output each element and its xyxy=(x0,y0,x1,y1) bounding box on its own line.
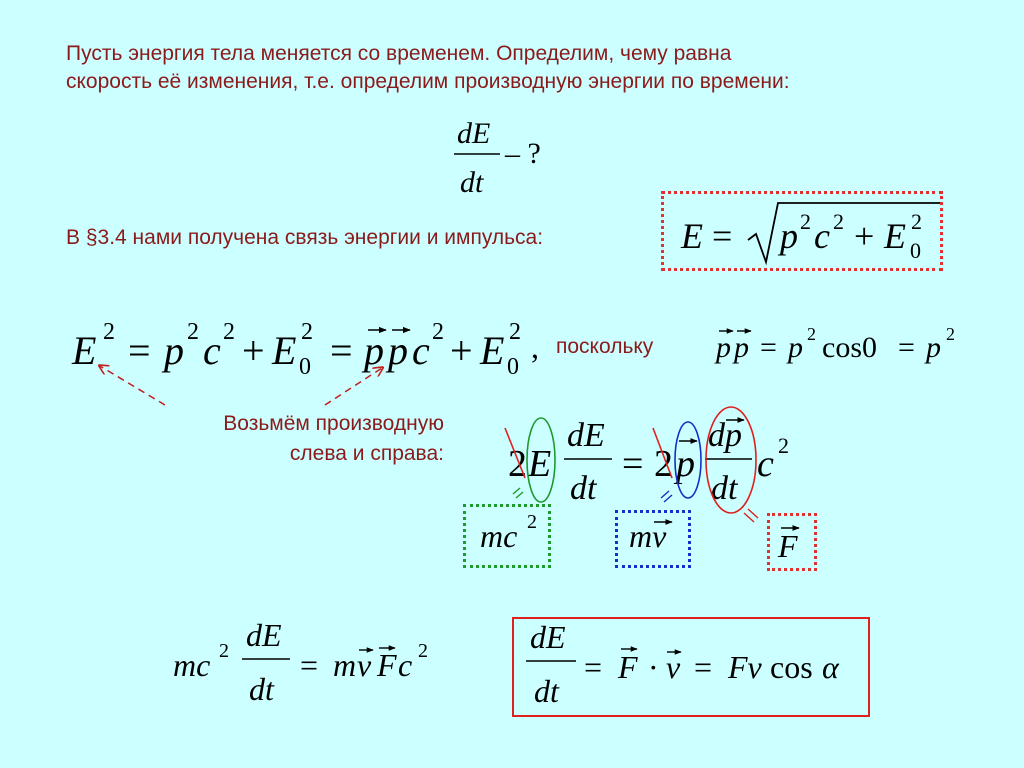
svg-text:c: c xyxy=(757,443,774,485)
svg-text:2: 2 xyxy=(807,324,816,344)
svg-text:=: = xyxy=(584,649,603,685)
derivative-note-line-1: Возьмём производную xyxy=(223,412,444,435)
svg-text:2: 2 xyxy=(509,319,521,345)
svg-text:F: F xyxy=(377,647,397,683)
svg-text:Fv: Fv xyxy=(728,649,762,685)
svg-text:dt: dt xyxy=(460,166,484,199)
svg-text:v: v xyxy=(666,649,681,685)
force-expression xyxy=(777,528,799,564)
svg-text:2: 2 xyxy=(187,319,199,345)
svg-text:0: 0 xyxy=(910,238,921,263)
svg-text:p: p xyxy=(164,328,184,373)
svg-text:=: = xyxy=(712,216,733,256)
svg-text:=: = xyxy=(760,331,777,364)
svg-text:v: v xyxy=(357,647,372,683)
svg-text:0: 0 xyxy=(507,354,519,380)
energy-momentum-formula xyxy=(680,203,940,263)
mv-expression xyxy=(629,518,672,554)
svg-text:2: 2 xyxy=(946,324,955,344)
svg-text:2: 2 xyxy=(301,319,313,345)
svg-text:2: 2 xyxy=(432,319,444,345)
svg-text:+: + xyxy=(242,328,265,373)
svg-text:2: 2 xyxy=(833,209,844,234)
svg-text:2: 2 xyxy=(508,443,527,485)
result-formula xyxy=(526,619,840,709)
svg-text:p: p xyxy=(388,328,408,373)
svg-text:α: α xyxy=(822,649,839,685)
combined-formula xyxy=(173,617,428,707)
svg-text:mc: mc xyxy=(173,647,211,683)
svg-text:=: = xyxy=(330,328,353,373)
svg-text:2: 2 xyxy=(223,319,235,345)
svg-text:cos0: cos0 xyxy=(822,331,877,364)
svg-text:E: E xyxy=(884,216,906,256)
svg-text:2: 2 xyxy=(800,209,811,234)
svg-text:p: p xyxy=(926,331,941,364)
mc2-expression xyxy=(480,511,537,554)
svg-text:cos: cos xyxy=(770,649,813,685)
svg-text:E: E xyxy=(681,216,703,256)
svg-text:dE: dE xyxy=(246,617,282,653)
svg-text:2: 2 xyxy=(911,209,922,234)
svg-text:dE: dE xyxy=(567,417,605,454)
svg-text:E: E xyxy=(528,443,552,485)
svg-text:p: p xyxy=(364,328,384,373)
svg-text:c: c xyxy=(203,328,221,373)
svg-text:0: 0 xyxy=(299,354,311,380)
svg-text:2: 2 xyxy=(418,640,428,662)
svg-text:=: = xyxy=(898,331,915,364)
relation-label: В §3.4 нами получена связь энергии и импульса: xyxy=(66,226,544,249)
arrow-right xyxy=(325,368,382,405)
svg-text:=: = xyxy=(622,443,644,485)
svg-text:p: p xyxy=(716,331,731,364)
intro-line-1: Пусть энергия тела меняется со временем. Определим, чему равна xyxy=(66,42,732,65)
svg-text:2: 2 xyxy=(654,443,673,485)
svg-text:E: E xyxy=(272,328,297,373)
svg-text:=: = xyxy=(300,647,319,683)
intro-line-2: скорость её изменения, т.е. определим производную энергии по времени: xyxy=(66,70,790,93)
svg-text:E: E xyxy=(480,328,505,373)
svg-text:E: E xyxy=(72,328,97,373)
svg-text:dE: dE xyxy=(457,117,491,150)
svg-text:c: c xyxy=(412,328,430,373)
since-label: поскольку xyxy=(556,335,654,358)
svg-text:c: c xyxy=(398,647,413,683)
svg-text:dt: dt xyxy=(570,470,597,507)
svg-text:=: = xyxy=(128,328,151,373)
svg-text:dt: dt xyxy=(249,671,274,707)
question-formula xyxy=(454,117,541,199)
svg-text:2: 2 xyxy=(527,511,537,533)
squared-relation-formula xyxy=(71,319,539,380)
svg-text:m: m xyxy=(333,647,357,683)
svg-text:dE: dE xyxy=(530,619,566,655)
svg-text:+: + xyxy=(854,216,875,256)
svg-text:c: c xyxy=(814,216,830,256)
svg-text:p: p xyxy=(734,331,749,364)
svg-text:mc: mc xyxy=(480,518,518,554)
svg-text:2: 2 xyxy=(778,433,789,458)
svg-text:dt: dt xyxy=(711,470,738,507)
svg-text:F: F xyxy=(778,528,798,564)
dot-product-formula xyxy=(714,324,955,364)
svg-text:dp: dp xyxy=(708,417,742,454)
derivative-note-line-2: слева и справа: xyxy=(289,442,444,465)
svg-text:2: 2 xyxy=(219,640,229,662)
svg-text:F: F xyxy=(618,649,638,685)
svg-text:·: · xyxy=(648,649,659,685)
svg-text:,: , xyxy=(531,329,539,365)
svg-text:mv: mv xyxy=(629,518,667,554)
svg-text:– ?: – ? xyxy=(505,137,541,170)
svg-text:+: + xyxy=(450,328,473,373)
svg-text:=: = xyxy=(694,649,713,685)
svg-text:p: p xyxy=(780,216,798,256)
svg-text:p: p xyxy=(676,443,695,485)
svg-text:2: 2 xyxy=(103,319,115,345)
svg-text:dt: dt xyxy=(534,673,559,709)
svg-text:p: p xyxy=(788,331,803,364)
